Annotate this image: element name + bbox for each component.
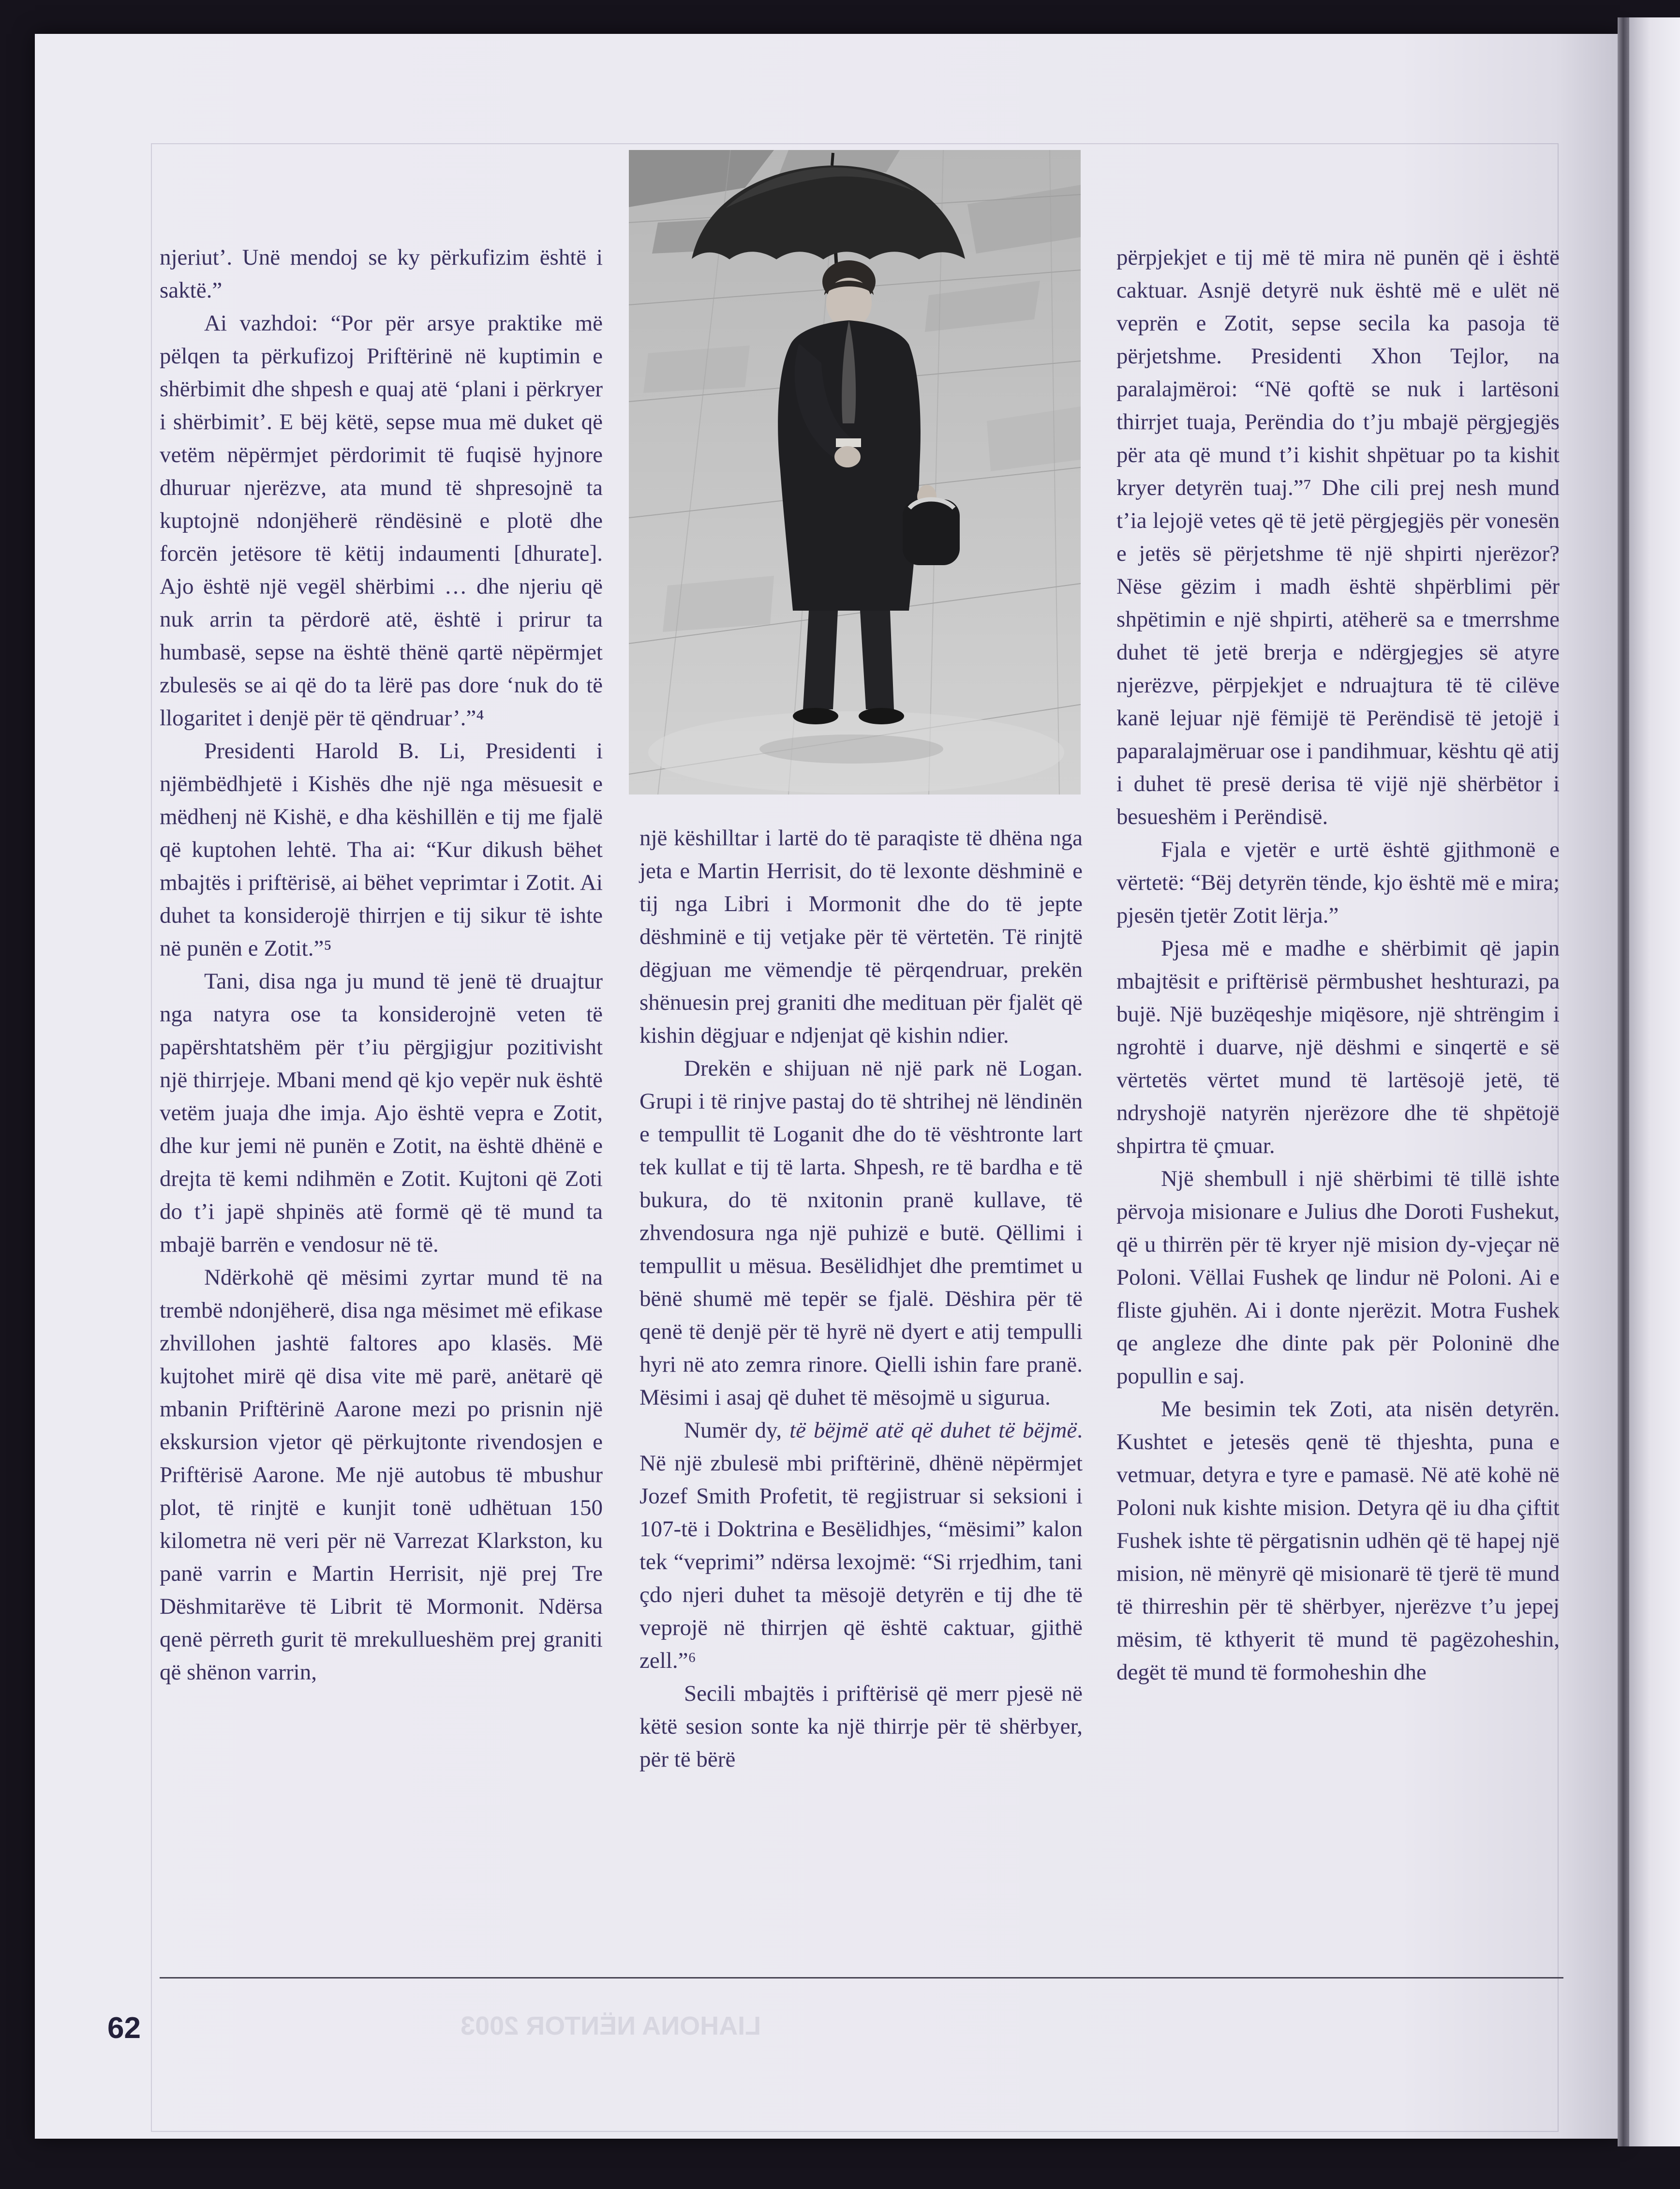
photo-man-with-umbrella — [629, 150, 1081, 795]
paragraph: Ndërkohë që mësimi zyrtar mund të na trembë ndonjëherë, disa nga mësimet më efikase zhvillohen jashtë faltores apo klasës. Më kujtohet mirë që disa vite më parë, anëtarë që mbanin Priftërinë Aarone mezi po prisnin një ekskursion vjetor që përkujtonte rivendosjen e Priftërisë Aarone. Me një autobus të mbushur plot, të rinjtë e kunjit tonë udhëtuan 150 kilometra në veri për në Varrezat Klarkston, ku panë varrin e Martin Herrisit, një prej Tre Dëshmitarëve të Librit të Mormonit. Ndërsa qenë përreth gurit të mrekullueshëm prej graniti që shënon varrin, — [160, 1265, 603, 1685]
shoe — [793, 708, 838, 724]
show-through-text: LIAHONA NËNTOR 2003 — [461, 2011, 761, 2040]
hand — [834, 446, 861, 467]
paragraph: Tani, disa nga ju mund të jenë të druajtur nga natyra ose ta konsiderojnë veten të papërshtatshëm për t’iu përgjigjur pozitivisht një thirrjeje. Mbani mend që kjo vepër nuk është vetëm juaja dhe imja. Ajo është vepra e Zotit, dhe kur jemi në punën e Zotit, na është dhënë e drejta të kemi ndihmën e Zotit. Kujtoni që Zoti do t’i japë shpinës atë formë që të mund ta mbajë barrën e vendosur në të. — [160, 969, 603, 1257]
gutter-shadow — [1618, 17, 1630, 2146]
paragraph: përpjekjet e tij më të mira në punën që i është caktuar. Asnjë detyrë nuk është më e ulët në veprën e Zotit, sepse secila ka pasoja të përjetshme. Presidenti Xhon Tejlor, na paralajmëroi: “Në qoftë se nuk i lartësoni thirrjet tuaja, Perëndia do t’ju mbajë përgjegjës për ata që mund t’i kishit shpëtuar po ta kishit kryer detyrën tuaj.”⁷ Dhe cili prej nesh mund t’ia lejojë vetes që të jetë përgjegjës për vonesën e jetës së përjetshme të një shpirti njerëzor? Nëse gëzim i madh është shpërblimi për shpëtimin e një shpirti, atëherë sa e tmerrshme duhet të jetë brerja e ndërgjegjes së atyre njerëzve, përpjekjet e ndruajtura të të cilëve kanë lejuar një fëmijë të Perëndisë të jetojë i paparalajmëruar ose i pandihmuar, kështu që atij i duhet të presë derisa të vijë një shërbëtor i besueshëm i Perëndisë. — [1116, 245, 1560, 829]
paragraph: Një shembull i një shërbimi të tillë ishte përvoja misionare e Julius dhe Doroti Fushekut, që u thirrën për të kryer një mision dy-vjeçar në Poloni. Vëllai Fushek qe lindur në Poloni. Ai e fliste gjuhën. Ai i donte njerëzit. Motra Fushek qe angleze dhe dinte pak për Poloninë dhe popullin e saj. — [1116, 1166, 1560, 1389]
umbrella-man-photo-graphic — [629, 150, 1081, 795]
paragraph: Pjesa më e madhe e shërbimit që japin mbajtësit e priftërisë përmbushet heshturazi, pa bujë. Një buzëqeshje miqësore, një shtrëngim i ngrohtë i duarve, një dëshmi e sinqertë e së vërtetës vërtet mund të lartësojë jetë, të ndryshojë natyrën njerëzore dhe të shpëtojë shpirtra të çmuar. — [1116, 936, 1560, 1158]
paragraph: Drekën e shijuan në një park në Logan. Grupi i të rinjve pastaj do të shtrihej në lëndinën e tempullit të Loganit dhe do të vështronte lart tek kullat e tij të larta. Shpesh, re të bardha e të bukura, do të nxitonin pranë kullave, të zhvendosura nga një puhizë e butë. Qëllimi i tempullit u mësua. Besëlidhjet dhe premtimet u bënë shumë më tepër se fjalë. Dëshira për të qenë të denjë për të hyrë në dyert e atij tempulli hyri në ato zemra rinore. Qielli ishin fare pranë. Mësimi i asaj që duhet të mësojmë u sigurua. — [639, 1056, 1083, 1410]
reflection — [759, 735, 943, 764]
italic-phrase: të bëjmë atë që duhet të bëjmë — [789, 1418, 1077, 1443]
leg — [860, 611, 894, 709]
paragraph: Ai vazhdoi: “Por për arsye praktike më pëlqen ta përkufizoj Priftërinë në kuptimin e shërbimit dhe shpesh e quaj atë ‘plani i përkryer i shërbimit’. E bëj këtë, sepse mua më duket që vetëm nëpërmjet përdorimit të fuqisë hyjnore dhuruar njerëzve, ata mund të shpresojnë ta kuptojnë ndonjëherë rëndësinë e plotë dhe forcën jetësore të këtij indaumenti [dhurate]. Ajo është një vegël shërbimi … dhe njeriu që nuk arrin ta përdorë atë, është i prirur ta humbasë, sepse na është thënë qartë nëpërmjet zbulesës se ai që do ta lërë pas dore ‘nuk do të llogaritet i denjë për të qëndruar’.”⁴ — [160, 311, 603, 731]
text-column-2 — [639, 822, 1083, 1776]
paragraph: Me besimin tek Zoti, ata nisën detyrën. Kushtet e jetesës qenë të thjeshta, puna e vetmuar, detyra e tyre e pamasë. Në atë kohë në Poloni nuk kishte mision. Detyra që iu dha çiftit Fushek ishte të përgatisnin udhën që të hapej një mision, në mënyrë që misionarë të tjerë të mund të thirreshin për të shërbyer, njerëzve t’u jepej mësim, të kthyerit të mund të pagëzoheshin, degët të mund të formoheshin dhe — [1116, 1396, 1560, 1685]
shoe — [859, 708, 904, 724]
paragraph: njeriut’. Unë mendoj se ky përkufizim është i saktë.” — [160, 245, 603, 303]
adjacent-page-edge — [1629, 17, 1680, 2146]
paragraph-lead: Numër dy, — [684, 1418, 790, 1443]
paragraph: një këshilltar i lartë do të paraqiste të dhëna nga jeta e Martin Herrisit, do të lexonte dëshminë e tij nga Libri i Mormonit dhe do të jepte dëshminë e tij vetjake për të vërtetën. Të rinjtë dëgjuan me vëmendje të përqendruar, prekën shënuesin prej graniti dhe medituan për fjalët që kishin dëgjuar e ndjenjat që kishin ndier. — [639, 825, 1083, 1048]
text-column-3 — [1116, 241, 1560, 1689]
page-number: 62 — [107, 2011, 141, 2045]
paragraph: Presidenti Harold B. Li, Presidenti i njëmbëdhjetë i Kishës dhe një nga mësuesit e mëdhenj në Kishë, e dha këshillën e tij me fjalë që kuptohen lehtë. Tha ai: “Kur dikush bëhet mbajtës i priftërisë, ai bëhet veprimtar i Zotit. Ai duhet ta konsiderojë thirrjen e tij sikur të ishte në punën e Zotit.”⁵ — [160, 738, 603, 961]
paragraph — [639, 1414, 1083, 1677]
leg — [803, 611, 838, 709]
paragraph: Secili mbajtës i priftërisë që merr pjesë në këtë sesion sonte ka një thirrje për të shërbyer, për të bërë — [639, 1681, 1083, 1772]
paragraph-rest: . Në një zbulesë mbi priftërinë, dhënë nëpërmjet Jozef Smith Profetit, të regjistruar si seksioni i 107-të i Doktrina e Besëlidhjes, “mësimi” kalon tek “veprimi” ndërsa lexojmë: “Si rrjedhim, tani çdo njeri duhet ta mësojë detyrën e tij dhe të veprojë në thirrjen që është caktuar, gjithë zell.”⁶ — [639, 1418, 1083, 1673]
paragraph: Fjala e vjetër e urtë është gjithmonë e vërtetë: “Bëj detyrën tënde, kjo është më e mira; pjesën tjetër Zotit lërja.” — [1116, 837, 1560, 928]
text-column-1 — [160, 241, 603, 1689]
footer-rule — [160, 1977, 1563, 1979]
